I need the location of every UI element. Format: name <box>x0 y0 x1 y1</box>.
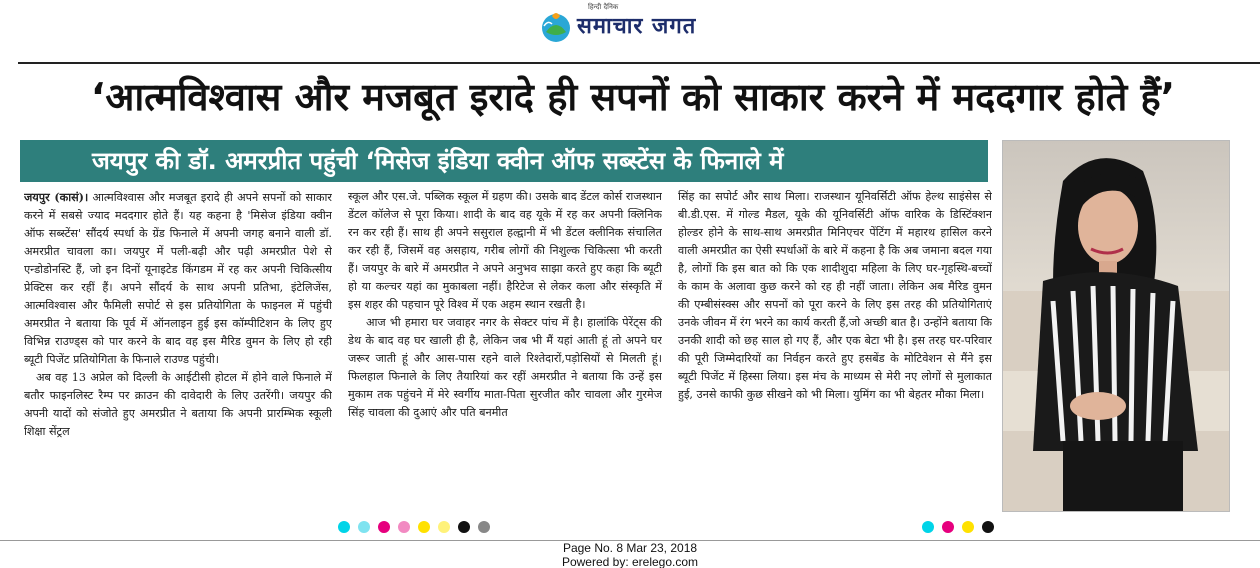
masthead <box>0 0 1260 58</box>
article-headline: ‘आत्मविश्वास और मजबूत इरादे ही सपनों को साकार करने में मददगार होते हैं’ <box>90 75 1176 119</box>
page-info: Page No. 8 Mar 23, 2018 <box>562 541 698 555</box>
registration-dot <box>962 521 974 533</box>
registration-dot <box>438 521 450 533</box>
registration-dot <box>358 521 370 533</box>
dateline: जयपुर (कासं)। <box>24 190 89 204</box>
color-registration-bar-right <box>922 521 994 533</box>
article-column-2 <box>348 188 662 518</box>
registration-dot <box>338 521 350 533</box>
registration-dot <box>478 521 490 533</box>
page-footer <box>0 541 1260 568</box>
column-3-paragraph-1: सिंह का सपोर्ट और साथ मिला। राजस्थान यूनिवर्सिटी ऑफ हेल्थ साइंसेस से बी.डी.एस. में गोल्ड मैडल, यूके की यूनिवर्सिटी ऑफ वारिक के डिस्टिंक्शन होल्डर होने के साथ-साथ अमरप्रीत मिनिएचर पेंटिंग में महारथ हासिल करने वाली अमरप्रीत का ऐसी स्पर्धाओं के बारे में कहना है कि अब जमाना बदल गया है, लोगों कि इस बात को कि एक शादीशुदा महिला के लिए घर-गृहस्थि-बच्चों के काम के अलावा कुछ करने को रह ही नहीं जाता। लेकिन अब मैरिड वुमन की एम्बीसंस्क्स और सपनों को पूरा करने के लिए इस तरह की प्रतियोगिताएं उनके जीवन में रंग भरने का कार्य करती हैं,जो अच्छी बात है। उन्होंने बताया कि उनकी शादी को छह साल हो गए हैं, और एक बेटा भी है। इस तरह घर-परिवार की पूरी जिम्मेदारियों का निर्वहन करते हुए हसबेंड के मोटिवेशन से मैंने इस ब्यूटी पिजेंट में हिस्सा लिया। इस मंच के माध्यम से मेरी नए लोगों से मुलाकात हुई, उनसे काफी कुछ सीखने को भी मिला। युमिंग का भी बेहतर मौका मिला। <box>678 190 992 401</box>
registration-dot <box>942 521 954 533</box>
column-1-text-1: आत्मविश्वास और मजबूत इरादे ही अपने सपनों को साकार करने में सबसे ज्याद मददगार होते हैं। यह कहना है 'मिसेज इंडिया क्वीन ऑफ सब्स्टेंस' सौंदर्य स्पर्धा के ग्रेंड फिनाले में अपनी जगह बनाने वाली डॉ. अमरप्रीत चावला का। जयपुर में पली-बढ़ी और पढ़ी अमरप्रीत पेशे से एन्डोडोनस्टि हैं, जो इन दिनों यूनाइटेड किंगडम में रह कर अपनी चिकित्सीय प्रेक्टिस कर रहीं हैं। अपने सौंदर्य के साथ अपनी प्रतिभा, इंटेलिजेंस, आत्मविश्वास और फैमिली सपोर्ट से इस प्रतियोगिता के फाइनल में पहुंची अमरप्रीत ने बताया कि पूर्व में ऑनलाइन हुई इस कॉम्पीटिशन के लिए हुए विभिन्न राउण्ड्स को पार करने के बाद वह इस मैरिड वुमन के लिए हो रही ब्यूटी पिजेंट प्रतियोगिता के फिनाले राउण्ड पहुंची। <box>24 191 332 366</box>
color-registration-bar-left <box>338 521 490 533</box>
registration-dot <box>378 521 390 533</box>
column-1-paragraph-2: अब वह 13 अप्रेल को दिल्ली के आईटीसी होटल में होने वाले फिनाले में बतौर फाइनलिस्ट रैम्प पर क्राउन की दावेदारी के लिए उतरेंगी। जयपुर की अपनी यादों को संजोते हुए अमरप्रीत ने बताया कि अपनी प्रारम्भिक स्कूली शिक्षा सेंट्रल <box>24 371 332 438</box>
article-photo <box>1002 140 1230 512</box>
registration-dot <box>922 521 934 533</box>
masthead-brand: समाचार जगत <box>577 14 697 39</box>
globe-leaf-icon <box>538 8 574 44</box>
column-2-paragraph-2: आज भी हमारा घर जवाहर नगर के सेक्टर पांच में है। हालांकि पेरेंट्स की डेथ के बाद वह घर खाली ही है, लेकिन जब भी मैं यहां आती हूं तो अपने घर जरूर जाती हूं और आस-पास रहने वाले रिश्तेदारों,पड़ोसियों से मिलती हूं। फिलहाल फिनाले के लिए तैयारियां कर रहीं अमरप्रीत ने बताया कि उन्हें इस मुकाम तक पहुंचने में मेरे स्वर्गीय माता-पिता सुरजीत कौर चावला और गुरमेज सिंह चावला की दुआएं और पति बनमीत <box>348 316 662 419</box>
portrait-illustration <box>1003 141 1230 512</box>
powered-by: Powered by: erelego.com <box>561 555 699 568</box>
registration-dot <box>398 521 410 533</box>
column-2-paragraph-1: स्कूल और एस.जे. पब्लिक स्कूल में ग्रहण की। उसके बाद डेंटल कोर्स राजस्थान डेंटल कॉलेज से पूरा किया। शादी के बाद वह यूके में रह कर अपनी क्लिनिक रन कर रही हैं। साथ ही अपने ससुराल हल्द्वानी में भी डेंटल क्लीनिक संचालित कर रही हैं, जिसमें वह असहाय, गरीब लोगों की निशुल्क चिकित्सा भी करती हैं। जयपुर के बारे में अमरप्रीत ने अपने अनुभव साझा करते हुए कहा कि ब्यूटी हो या कल्चर यहां का मुकाबला नहीं। हैरिटेज से लेकर कला और संस्कृति में इस शहर की पहचान पूरे विश्व में एक अहम स्थान रखती है। <box>348 190 662 311</box>
article-column-1 <box>24 188 332 518</box>
registration-dot <box>982 521 994 533</box>
registration-dot <box>418 521 430 533</box>
article-subhead: जयपुर की डॉ. अमरप्रीत पहुंची ‘मिसेज इंडिया क्वीन ऑफ सब्स्टेंस के फिनाले में <box>20 140 988 182</box>
registration-dot <box>458 521 470 533</box>
masthead-tagline: हिन्दी दैनिक <box>588 3 619 11</box>
article-column-3 <box>678 188 992 518</box>
header-rule <box>18 62 1260 64</box>
column-1-paragraph-1 <box>24 188 332 369</box>
